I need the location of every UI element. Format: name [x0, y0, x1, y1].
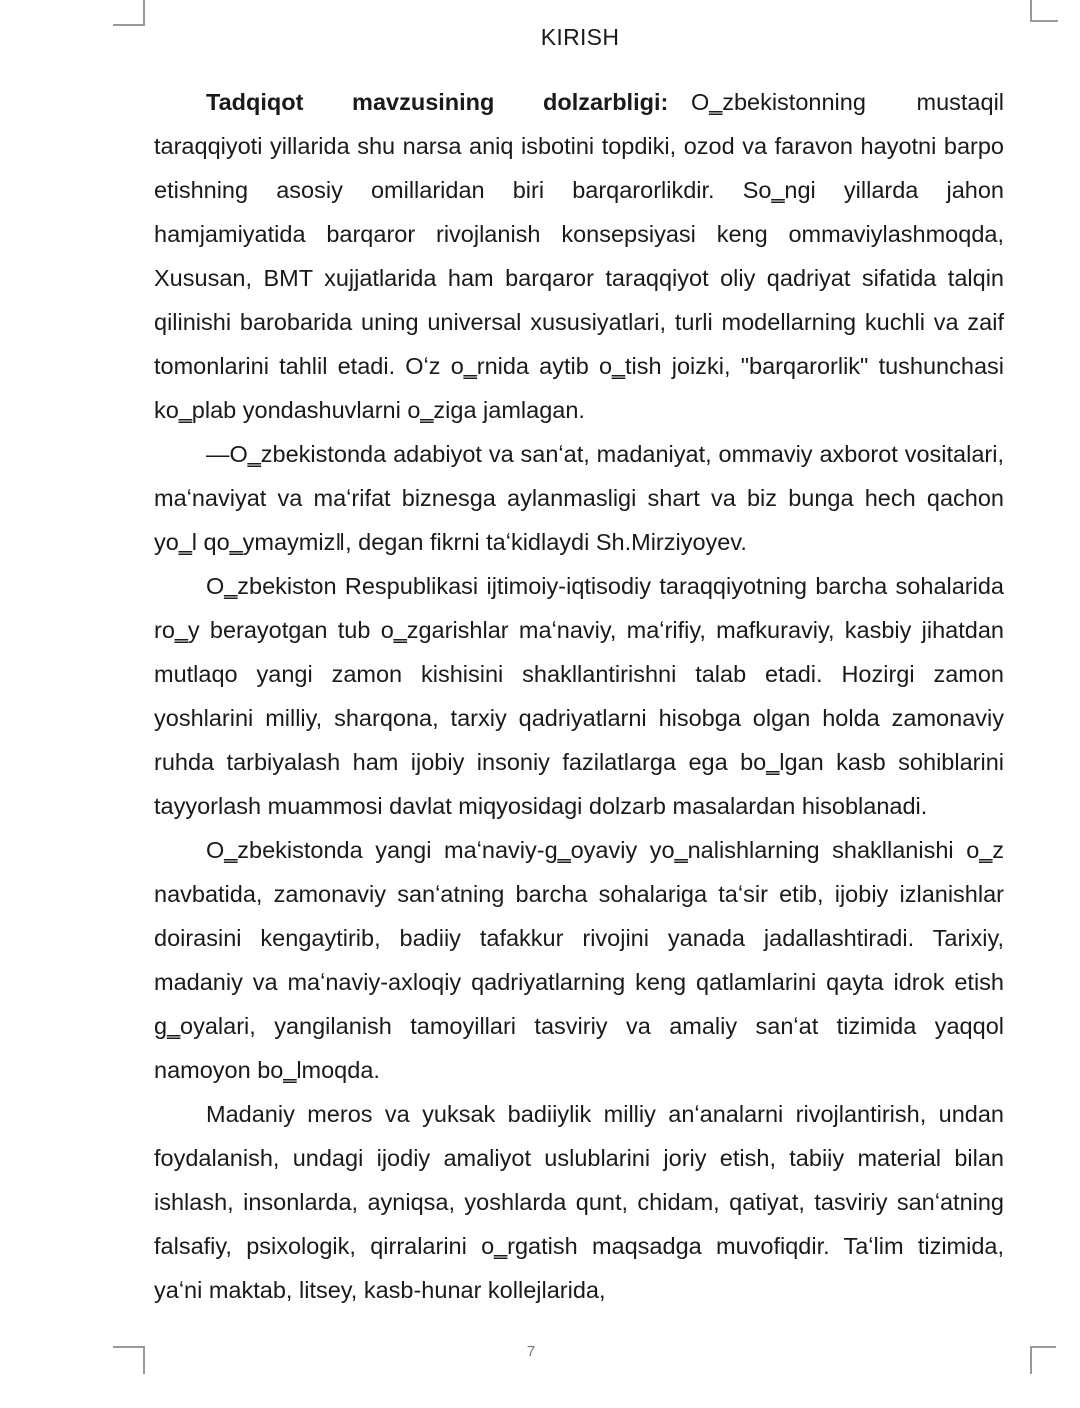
paragraph-3: O‗zbekiston Respublikasi ijtimoiy-iqtisodiy taraqqiyotning barcha sohalarida ro‗y berayotgan tub o‗zgarishlar maʻnaviy, maʻrifiy, mafkuraviy, kasbiy jihatdan mutlaqo yangi zamon kishisini shakllantirishni talab etadi. Hozirgi zamon yoshlarini milliy, sharqona, tarxiy qadriyatlarni hisobga olgan holda zamonaviy ruhda tarbiyalash ham ijobiy insoniy fazilatlarga ega bo‗lgan kasb sohiblarini tayyorlash muammosi davlat miqyosidagi dolzarb masalardan hisoblanadi.	[154, 573, 1004, 819]
page-number: 7	[526, 1343, 536, 1360]
paragraph-1-text: taraqqiyoti yillarida shu narsa aniq isbotini topdiki, ozod va faravon hayotni barpo etishning asosiy omillaridan biri barqarorlikdir. So‗ngi yillarda jahon hamjamiyatida barqaror rivojlanish konsepsiyasi keng ommaviylashmoqda, Xususan, BMT xujjatlarida ham barqaror taraqqiyot oliy qadriyat sifatida talqin qilinishi barobarida uning universal xususiyatlari, turli modellarning kuchli va zaif tomonlarini tahlil etadi. Oʻz o‗rnida aytib o‗tish joizki, "barqarorlik" tushunchasi ko‗plab yondashuvlarni o‗ziga jamlagan.	[154, 133, 1004, 423]
paragraph-5: Madaniy meros va yuksak badiiylik milliy anʻanalarni rivojlantirish, undan foydalanish, undagi ijodiy amaliyot uslublarini joriy etish, tabiiy material bilan ishlash, insonlarda, ayniqsa, yoshlarda qunt, chidam, qatiyat, tasviriy sanʻatning falsafiy, psixologik, qirralarini o‗rgatish maqsadga muvofiqdir. Taʻlim tizimida, yaʻni maktab, litsey, kasb-hunar kollejlarida,	[154, 1101, 1004, 1303]
paragraph-1	[154, 80, 1004, 432]
crop-mark-top-right	[1030, 0, 1058, 22]
lead-term: Tadqiqot mavzusining dolzarbligi:	[206, 89, 669, 115]
paragraph-2: —O‗zbekistonda adabiyot va sanʻat, madaniyat, ommaviy axborot vositalari, maʻnaviyat va maʻrifat biznesga aylanmasligi shart va biz bunga hech qachon yo‗l qo‗ymaymiz‖, degan fikrni taʻkidlaydi Sh.Mirziyoyev.	[154, 441, 1004, 555]
lead-rest: O‗zbekistonning mustaqil	[690, 89, 1005, 115]
paragraph-4: O‗zbekistonda yangi maʻnaviy-g‗oyaviy yo‗nalishlarning shakllanishi o‗z navbatida, zamonaviy sanʻatning barcha sohalariga taʻsir etib, ijobiy izlanishlar doirasini kengaytirib, badiiy tafakkur rivojini yanada jadallashtiradi. Tarixiy, madaniy va maʻnaviy-axloqiy qadriyatlarning keng qatlamlarini qayta idrok etish g‗oyalari, yangilanish tamoyillari tasviriy va amaliy sanʻat tizimida yaqqol namoyon bo‗lmoqda.	[154, 837, 1004, 1083]
page-title: KIRISH	[540, 24, 620, 50]
crop-mark-top-left	[113, 0, 145, 26]
document-body	[154, 80, 1004, 1312]
